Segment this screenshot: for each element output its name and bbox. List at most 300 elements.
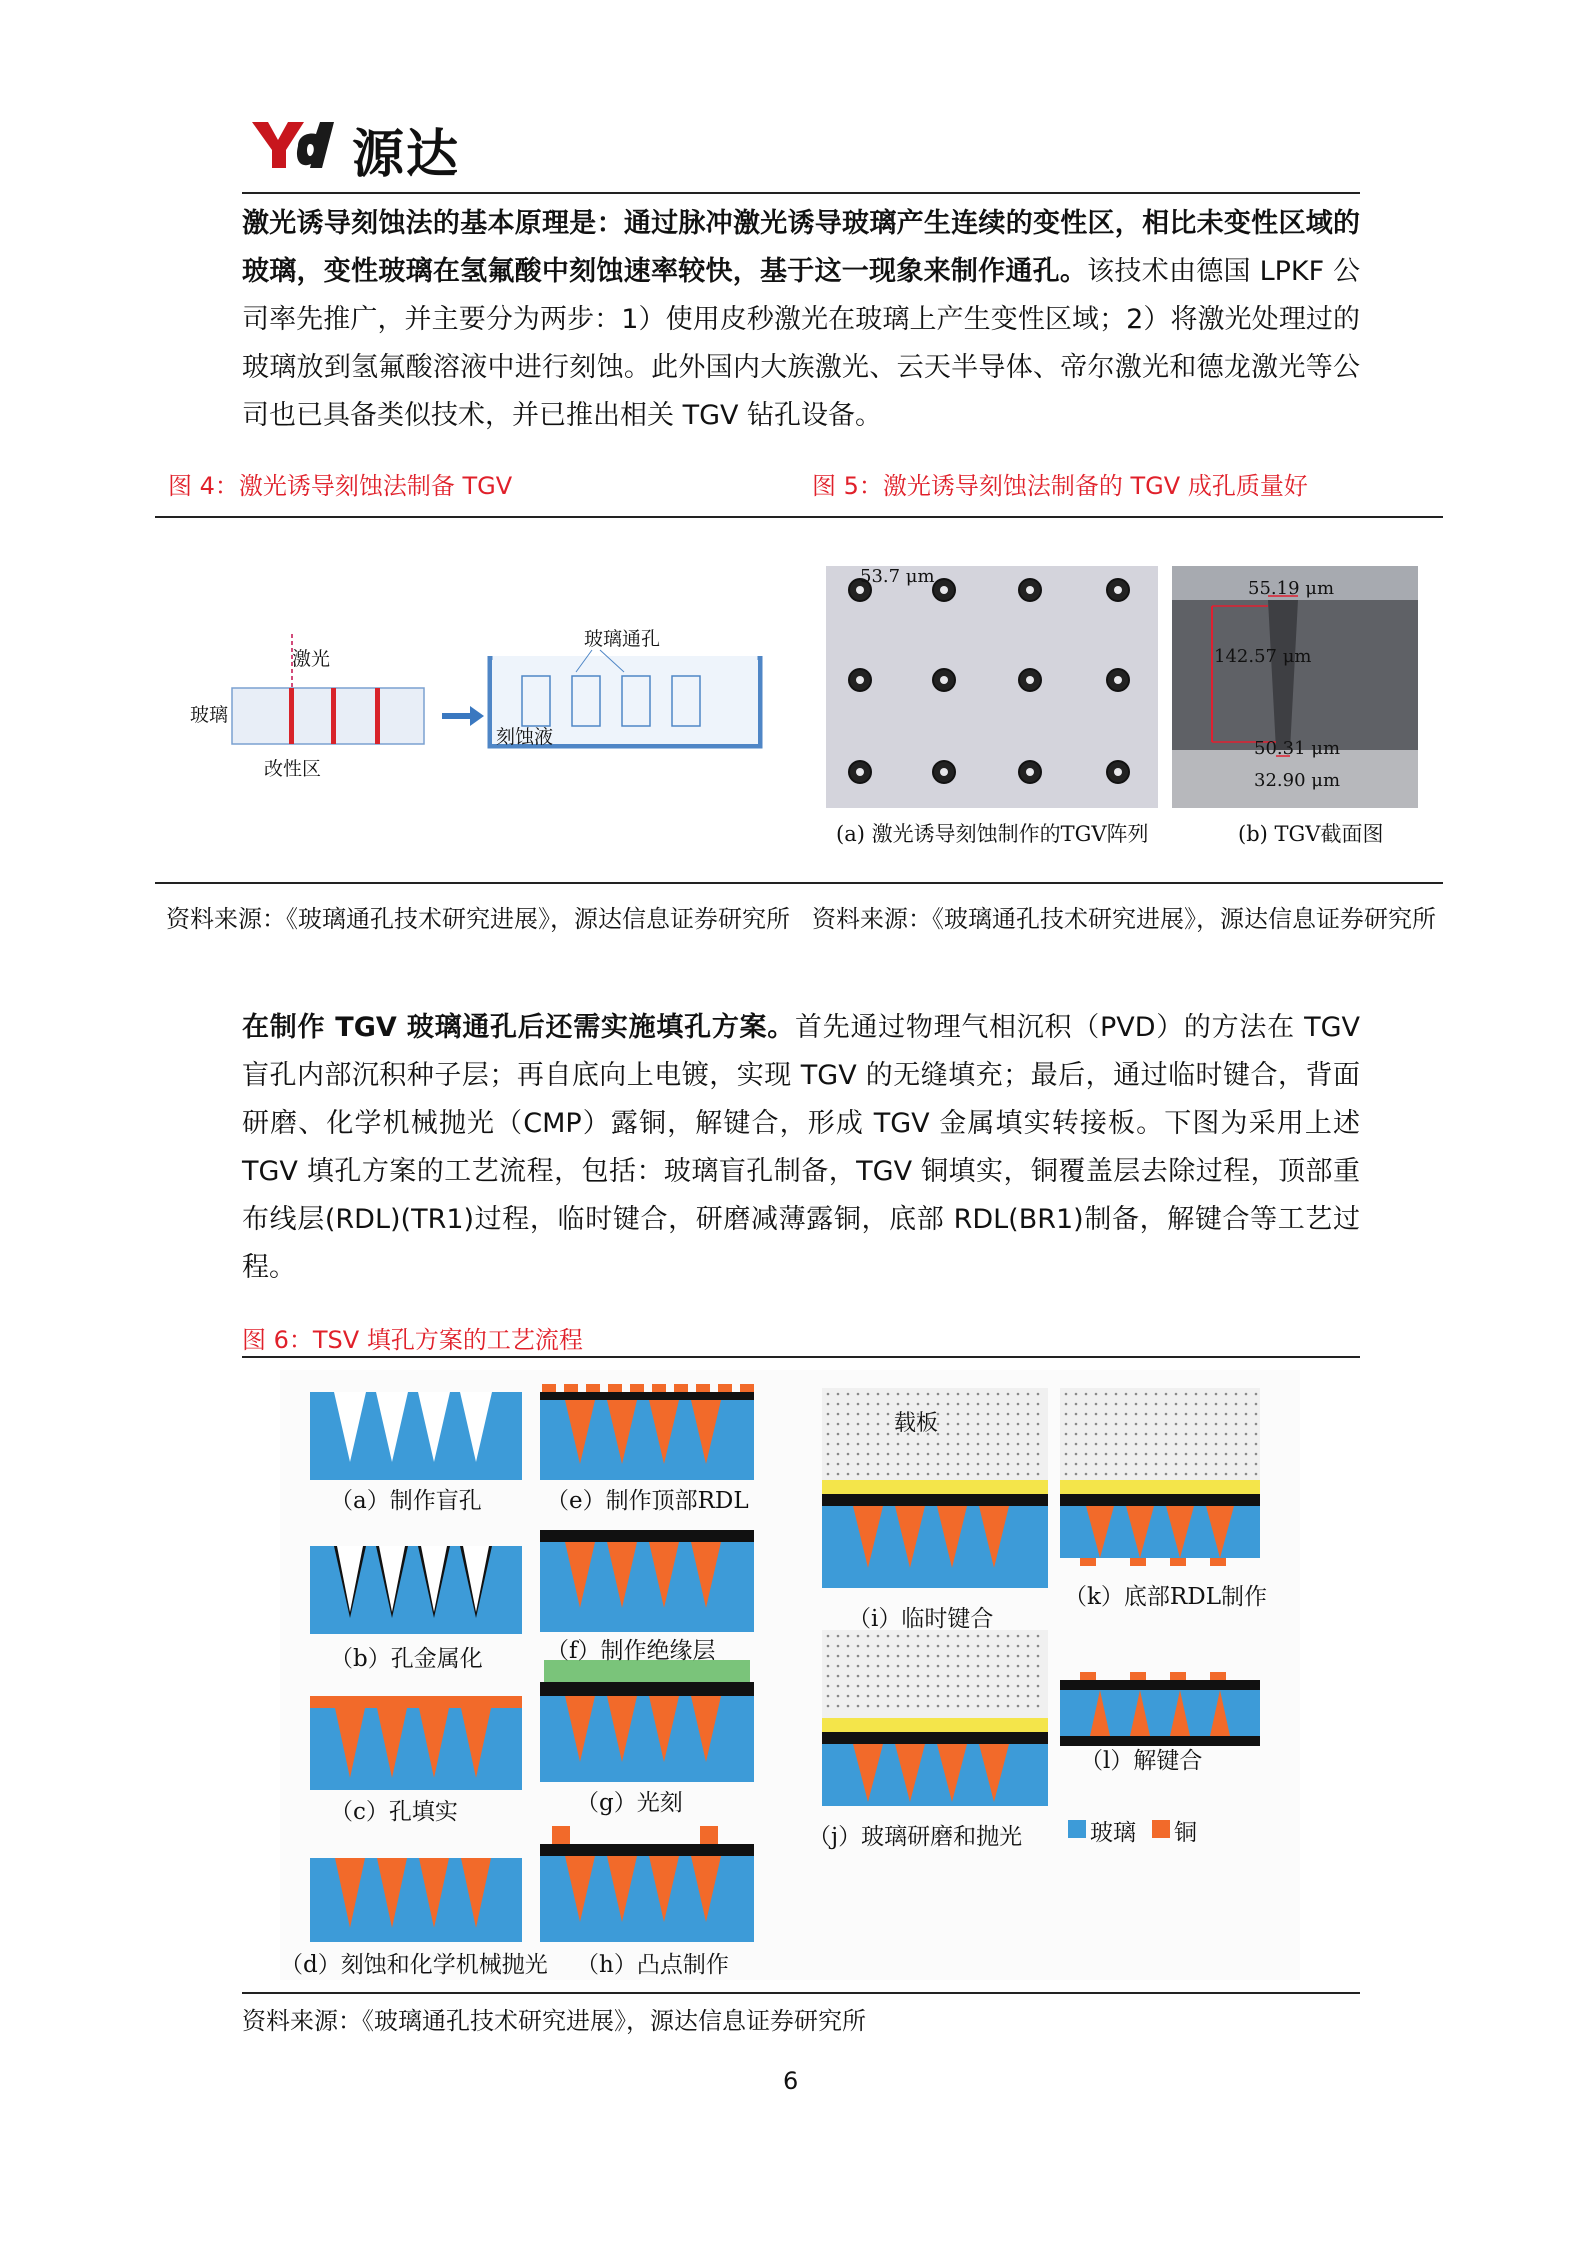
panel-k-dot	[1105, 1393, 1108, 1396]
panel-k-pad	[1130, 1558, 1146, 1566]
panel-g-dark	[540, 1682, 754, 1696]
panel-i-dot	[827, 1453, 830, 1456]
panel-j-dot	[927, 1665, 930, 1668]
via-hole-center	[940, 586, 948, 594]
panel-k-dot	[1205, 1453, 1208, 1456]
panel-j-dot	[977, 1685, 980, 1688]
panel-k-dot	[1105, 1423, 1108, 1426]
panel-k-dot	[1145, 1403, 1148, 1406]
panel-j-dot	[887, 1685, 890, 1688]
panel-k-dot	[1235, 1463, 1238, 1466]
step-d-label: （d）刻蚀和化学机械抛光	[280, 1952, 548, 1978]
panel-j-dot	[847, 1685, 850, 1688]
panel-j-dot	[867, 1695, 870, 1698]
panel-k-dot	[1175, 1403, 1178, 1406]
panel-i-dot	[907, 1393, 910, 1396]
panel-i-dot	[857, 1403, 860, 1406]
panel-j-dot	[827, 1685, 830, 1688]
panel-j-dot	[887, 1655, 890, 1658]
panel-i-dot	[887, 1453, 890, 1456]
panel-j-dot	[847, 1705, 850, 1708]
panel-i-dot	[937, 1403, 940, 1406]
panel-k-dot	[1115, 1393, 1118, 1396]
panel-i-dot	[1017, 1413, 1020, 1416]
figure-6-source: 资料来源：《玻璃通孔技术研究进展》，源达信息证券研究所	[242, 2007, 866, 2035]
panel-i-dot	[877, 1453, 880, 1456]
panel-j-dot	[967, 1675, 970, 1678]
panel-k-dot	[1255, 1423, 1258, 1426]
panel-i-dot	[957, 1443, 960, 1446]
step-i-label: （i）临时键合	[848, 1606, 994, 1632]
panel-i-dot	[1007, 1423, 1010, 1426]
panel-j-dot	[977, 1695, 980, 1698]
panel-j-dot	[1037, 1655, 1040, 1658]
panel-i-dot	[867, 1393, 870, 1396]
label-laser: 激光	[292, 648, 331, 670]
panel-i-dot	[997, 1473, 1000, 1476]
panel-i-dot	[957, 1453, 960, 1456]
panel-k-dot	[1085, 1453, 1088, 1456]
panel-k-dot	[1215, 1463, 1218, 1466]
via-hole-center	[1026, 768, 1034, 776]
panel-k-dot	[1135, 1473, 1138, 1476]
panel-j-dot	[937, 1655, 940, 1658]
panel-i-dot	[847, 1473, 850, 1476]
panel-i-dot	[887, 1473, 890, 1476]
panel-k-dot	[1085, 1473, 1088, 1476]
panel-k-dot	[1245, 1393, 1248, 1396]
paragraph-1-text: 该技术由德国 LPKF 公司率先推广，并主要分为两步：1）使用皮秒激光在玻璃上产生变性区域；2）将激光处理过的玻璃放到氢氟酸溶液中进行刻蚀。此外国内大族激光、云天半导体、帝尔激光和德龙激光等公司也已具备类似技术，并已推出相关 TGV 钻孔设备。	[242, 256, 1361, 431]
panel-k-dot	[1235, 1423, 1238, 1426]
panel-k-dot	[1205, 1393, 1208, 1396]
panel-h-bump	[700, 1826, 718, 1844]
panel-i-dot	[1037, 1453, 1040, 1456]
panel-j-dot	[887, 1675, 890, 1678]
panel-k-dot	[1195, 1453, 1198, 1456]
panel-j-dot	[957, 1665, 960, 1668]
panel-i-dot	[907, 1473, 910, 1476]
panel-k-dot	[1245, 1463, 1248, 1466]
panel-i-dot	[877, 1403, 880, 1406]
panel-k-dot	[1125, 1473, 1128, 1476]
via-hole-center	[940, 676, 948, 684]
panel-i-glass	[822, 1506, 1048, 1588]
panel-k-dot	[1205, 1423, 1208, 1426]
panel-k-dot	[1065, 1463, 1068, 1466]
panel-i-dot	[867, 1403, 870, 1406]
panel-i-dot	[917, 1473, 920, 1476]
step-h-label: （h）凸点制作	[576, 1952, 729, 1978]
panel-i-dot	[917, 1403, 920, 1406]
panel-i-dot	[827, 1433, 830, 1436]
panel-j-dot	[847, 1635, 850, 1638]
panel-k-dot	[1185, 1403, 1188, 1406]
panel-i-dot	[997, 1453, 1000, 1456]
panel-j-dot	[1027, 1675, 1030, 1678]
panel-j-dot	[977, 1655, 980, 1658]
panel-e-pad	[696, 1384, 710, 1392]
panel-i-dot	[1037, 1463, 1040, 1466]
panel-j-dot	[917, 1685, 920, 1688]
panel-j-dot	[907, 1665, 910, 1668]
panel-k-dot	[1125, 1403, 1128, 1406]
panel-i-dot	[927, 1453, 930, 1456]
panel-j-dot	[1017, 1685, 1020, 1688]
panel-j-dot	[877, 1695, 880, 1698]
panel-j-dot	[837, 1635, 840, 1638]
panel-f-insulator	[540, 1530, 754, 1542]
panel-j-dot	[1007, 1635, 1010, 1638]
panel-j-dot	[827, 1665, 830, 1668]
panel-i-dot	[897, 1463, 900, 1466]
panel-j-dot	[967, 1705, 970, 1708]
panel-k-dot	[1195, 1413, 1198, 1416]
panel-k-dot	[1145, 1453, 1148, 1456]
panel-k-dot	[1155, 1473, 1158, 1476]
panel-j-dot	[957, 1675, 960, 1678]
legend-copper-swatch	[1152, 1820, 1170, 1838]
panel-i-dot	[1007, 1473, 1010, 1476]
panel-j-adhesive	[822, 1718, 1048, 1732]
panel-i-dot	[1007, 1463, 1010, 1466]
panel-k-dot	[1205, 1413, 1208, 1416]
via-hole-center	[856, 586, 864, 594]
panel-k-dot	[1085, 1413, 1088, 1416]
panel-j-dot	[1017, 1665, 1020, 1668]
panel-j-dot	[827, 1705, 830, 1708]
panel-j-dot	[1007, 1685, 1010, 1688]
legend-copper-label: 铜	[1174, 1820, 1197, 1846]
panel-j-dot	[957, 1695, 960, 1698]
panel-l-bump	[1080, 1672, 1096, 1680]
panel-j-dot	[837, 1705, 840, 1708]
panel-j-dot	[877, 1705, 880, 1708]
panel-j-dot	[857, 1705, 860, 1708]
panel-k-dot	[1195, 1463, 1198, 1466]
panel-i-dot	[927, 1463, 930, 1466]
panel-i-dot	[917, 1443, 920, 1446]
panel-j-dot	[947, 1675, 950, 1678]
panel-i-dot	[897, 1453, 900, 1456]
panel-i-dot	[977, 1423, 980, 1426]
panel-k-dot	[1125, 1443, 1128, 1446]
panel-k-dot	[1205, 1403, 1208, 1406]
panel-j-dot	[867, 1685, 870, 1688]
panel-k-dot	[1095, 1443, 1098, 1446]
panel-k-dot	[1245, 1423, 1248, 1426]
panel-h-dark	[540, 1844, 754, 1856]
panel-i-dot	[927, 1403, 930, 1406]
panel-i-dot	[847, 1433, 850, 1436]
panel-i-dot	[837, 1423, 840, 1426]
panel-i-dot	[947, 1473, 950, 1476]
panel-i-dot	[1007, 1433, 1010, 1436]
panel-k-dot	[1075, 1463, 1078, 1466]
panel-j-dot	[907, 1645, 910, 1648]
panel-k-dot	[1255, 1443, 1258, 1446]
panel-k-dot	[1085, 1423, 1088, 1426]
panel-k-dot	[1095, 1433, 1098, 1436]
panel-k-dot	[1225, 1473, 1228, 1476]
panel-j-dot	[887, 1635, 890, 1638]
panel-k-dot	[1255, 1403, 1258, 1406]
panel-i-dot	[957, 1463, 960, 1466]
panel-h-bump	[552, 1826, 570, 1844]
panel-k-dot	[1195, 1433, 1198, 1436]
panel-i-dot	[1037, 1413, 1040, 1416]
panel-j-dot	[927, 1655, 930, 1658]
panel-j-dot	[877, 1685, 880, 1688]
panel-i-dot	[947, 1393, 950, 1396]
panel-k-dot	[1255, 1463, 1258, 1466]
panel-k-dot	[1125, 1423, 1128, 1426]
panel-j-dot	[987, 1705, 990, 1708]
panel-l-glass	[1060, 1690, 1260, 1736]
panel-k-dot	[1165, 1443, 1168, 1446]
panel-i-dot	[847, 1403, 850, 1406]
panel-i-dot	[937, 1443, 940, 1446]
panel-k-dot	[1255, 1393, 1258, 1396]
panel-e-pad	[542, 1384, 556, 1392]
dim-bottom2-label: 32.90 μm	[1254, 770, 1341, 791]
panel-k-dot	[1255, 1413, 1258, 1416]
panel-k-dot	[1205, 1443, 1208, 1446]
panel-i-dot	[827, 1463, 830, 1466]
step-c-label: （c）孔填实	[330, 1799, 458, 1825]
brand-name: 源达	[352, 125, 461, 185]
panel-k-dot	[1255, 1453, 1258, 1456]
panel-j-dot	[1017, 1635, 1020, 1638]
panel-i-dot	[947, 1423, 950, 1426]
panel-j-dot	[937, 1645, 940, 1648]
panel-i-dot	[927, 1443, 930, 1446]
panel-j-dot	[977, 1635, 980, 1638]
panel-j-dot	[997, 1665, 1000, 1668]
panel-e-pad	[630, 1384, 644, 1392]
panel-e-pad	[652, 1384, 666, 1392]
panel-e-pad	[586, 1384, 600, 1392]
panel-j-dot	[937, 1685, 940, 1688]
panel-j-dot	[1007, 1675, 1010, 1678]
panel-k-dot	[1145, 1443, 1148, 1446]
panel-i-dot	[947, 1403, 950, 1406]
panel-k-dot	[1175, 1413, 1178, 1416]
panel-j-dot	[977, 1705, 980, 1708]
panel-i-dot	[837, 1463, 840, 1466]
panel-i-dot	[1017, 1453, 1020, 1456]
panel-i-dot	[937, 1393, 940, 1396]
header-rule	[242, 192, 1360, 194]
panel-i-dot	[977, 1403, 980, 1406]
panel-i-dot	[857, 1453, 860, 1456]
panel-j-dot	[997, 1695, 1000, 1698]
panel-j-dot	[857, 1675, 860, 1678]
panel-j-dot	[967, 1685, 970, 1688]
panel-j-dot	[1037, 1705, 1040, 1708]
panel-j-dot	[907, 1685, 910, 1688]
panel-k-dot	[1115, 1453, 1118, 1456]
panel-k-dot	[1175, 1433, 1178, 1436]
panel-i-dot	[897, 1403, 900, 1406]
panel-k-dot	[1095, 1413, 1098, 1416]
panel-i-dot	[987, 1423, 990, 1426]
panel-k-dot	[1225, 1463, 1228, 1466]
panel-j-dot	[867, 1705, 870, 1708]
panel-j-dot	[957, 1655, 960, 1658]
panel-k-pad	[1210, 1558, 1226, 1566]
panel-k-dot	[1145, 1433, 1148, 1436]
panel-i-dot	[857, 1463, 860, 1466]
panel-j-dot	[917, 1695, 920, 1698]
panel-i-dot	[967, 1413, 970, 1416]
figure-5-caption: 图 5：激光诱导刻蚀法制备的 TGV 成孔质量好	[812, 472, 1308, 500]
panel-i-dot	[997, 1433, 1000, 1436]
panel-i-dot	[1017, 1443, 1020, 1446]
panel-i-dot	[1027, 1423, 1030, 1426]
panel-c-overburden	[310, 1696, 522, 1708]
panel-j-dot	[1027, 1685, 1030, 1688]
panel-k-dot	[1185, 1463, 1188, 1466]
panel-j-dot	[1017, 1695, 1020, 1698]
panel-i-dot	[927, 1473, 930, 1476]
panel-i-dot	[887, 1463, 890, 1466]
label-via: 玻璃通孔	[584, 628, 661, 650]
panel-i-dot	[947, 1453, 950, 1456]
panel-i-dot	[827, 1473, 830, 1476]
panel-k-dot	[1235, 1403, 1238, 1406]
panel-k-dot	[1065, 1443, 1068, 1446]
panel-j-dot	[1007, 1645, 1010, 1648]
panel-k-dot	[1065, 1453, 1068, 1456]
panel-j-dot	[947, 1645, 950, 1648]
panel-k-dot	[1155, 1463, 1158, 1466]
panel-i-dot	[997, 1463, 1000, 1466]
figure-bottom-rule	[155, 882, 1443, 884]
panel-k-dot	[1115, 1423, 1118, 1426]
panel-k-dot	[1215, 1423, 1218, 1426]
step-l-label: （l）解键合	[1080, 1748, 1203, 1774]
panel-i-dot	[967, 1423, 970, 1426]
panel-k-dot	[1225, 1413, 1228, 1416]
panel-i-dot	[987, 1443, 990, 1446]
panel-k-dot	[1105, 1473, 1108, 1476]
carrier-label: 载板	[894, 1411, 939, 1436]
panel-i-dot	[937, 1453, 940, 1456]
panel-k-dot	[1235, 1433, 1238, 1436]
panel-k-dot	[1075, 1473, 1078, 1476]
panel-k-dot	[1245, 1433, 1248, 1436]
panel-i-dot	[1037, 1423, 1040, 1426]
panel-j-dot	[907, 1635, 910, 1638]
panel-k-dot	[1065, 1433, 1068, 1436]
panel-j-dot	[987, 1695, 990, 1698]
panel-e-rdl	[540, 1392, 754, 1400]
panel-k-carrier	[1060, 1388, 1260, 1480]
panel-i-dot	[1007, 1393, 1010, 1396]
panel-j-dot	[857, 1685, 860, 1688]
panel-j-dot	[847, 1645, 850, 1648]
panel-k-dot	[1185, 1393, 1188, 1396]
panel-i-dot	[1027, 1463, 1030, 1466]
panel-k-dot	[1065, 1403, 1068, 1406]
panel-j-dot	[947, 1635, 950, 1638]
paragraph-1-bold: 激光诱导刻蚀法的基本原理是：通过脉冲激光诱导玻璃产生连续的变性区，相比未变性区域的玻璃，变性玻璃在氢氟酸中刻蚀速率较快，基于这一现象来制作通孔。	[242, 208, 1360, 287]
panel-j-dot	[917, 1635, 920, 1638]
panel-j-dot	[937, 1705, 940, 1708]
panel-i-dot	[847, 1393, 850, 1396]
panel-j-dot	[1037, 1665, 1040, 1668]
panel-i-dot	[837, 1393, 840, 1396]
panel-i-dot	[907, 1453, 910, 1456]
panel-j-dot	[1007, 1655, 1010, 1658]
panel-i-dot	[967, 1473, 970, 1476]
panel-i-dot	[957, 1433, 960, 1436]
panel-j-dot	[997, 1705, 1000, 1708]
panel-k-dot	[1165, 1403, 1168, 1406]
panel-e-pad	[608, 1384, 622, 1392]
panel-i-dot	[1037, 1473, 1040, 1476]
panel-k-dot	[1175, 1393, 1178, 1396]
panel-k-dot	[1115, 1403, 1118, 1406]
panel-j-dot	[947, 1665, 950, 1668]
label-modified: 改性区	[264, 758, 322, 780]
panel-k-dot	[1145, 1413, 1148, 1416]
panel-k-dot	[1185, 1433, 1188, 1436]
panel-k-dot	[1105, 1463, 1108, 1466]
panel-i-dot	[987, 1393, 990, 1396]
panel-k-dot	[1195, 1473, 1198, 1476]
panel-k-dot	[1165, 1423, 1168, 1426]
panel-j-dot	[927, 1685, 930, 1688]
panel-j-dot	[827, 1695, 830, 1698]
panel-j-dot	[837, 1695, 840, 1698]
panel-j-dot	[1037, 1635, 1040, 1638]
panel-i-dot	[997, 1403, 1000, 1406]
panel-j-dot	[837, 1645, 840, 1648]
panel-k-dot	[1075, 1423, 1078, 1426]
panel-j-dot	[897, 1665, 900, 1668]
panel-k-dot	[1235, 1443, 1238, 1446]
via-hole-center	[1114, 676, 1122, 684]
paragraph-1	[242, 200, 1360, 440]
panel-k-dot	[1165, 1453, 1168, 1456]
panel-i-dot	[977, 1443, 980, 1446]
panel-i-dot	[1007, 1413, 1010, 1416]
panel-i-dot	[1027, 1413, 1030, 1416]
panel-j-dot	[957, 1645, 960, 1648]
via-hole-center	[940, 768, 948, 776]
panel-k-dot	[1075, 1393, 1078, 1396]
panel-i-dot	[947, 1463, 950, 1466]
panel-j-dot	[967, 1655, 970, 1658]
panel-j-dot	[957, 1685, 960, 1688]
panel-k-dot	[1075, 1403, 1078, 1406]
panel-i-dot	[947, 1433, 950, 1436]
step-j-label: （j）玻璃研磨和抛光	[808, 1824, 1023, 1850]
panel-k-dot	[1125, 1453, 1128, 1456]
panel-i-dot	[917, 1463, 920, 1466]
panel-j-dot	[827, 1675, 830, 1678]
panel-k-dot	[1235, 1453, 1238, 1456]
panel-k-dot	[1255, 1433, 1258, 1436]
paragraph-2	[242, 1004, 1360, 1292]
panel-k-dot	[1085, 1443, 1088, 1446]
panel-k-dot	[1165, 1463, 1168, 1466]
panel-j-dot	[897, 1645, 900, 1648]
panel-i-dot	[847, 1443, 850, 1446]
panel-i-dot	[887, 1443, 890, 1446]
panel-k-dot	[1215, 1443, 1218, 1446]
